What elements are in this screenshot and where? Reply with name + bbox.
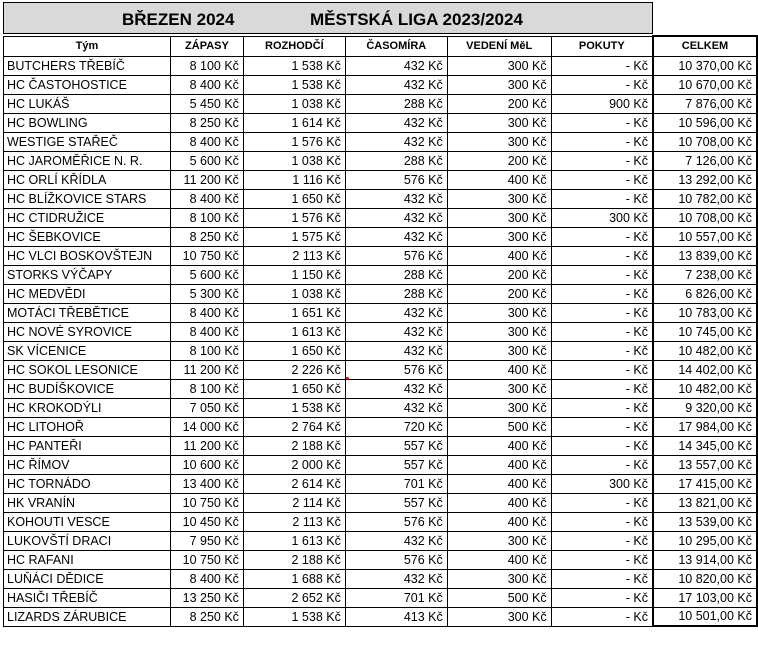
referees-cell: 1 650 Kč	[243, 379, 345, 398]
management-cell: 300 Kč	[447, 341, 551, 360]
management-cell: 400 Kč	[447, 474, 551, 493]
management-cell: 300 Kč	[447, 75, 551, 94]
fines-cell: - Kč	[551, 607, 653, 626]
matches-cell: 8 250 Kč	[170, 113, 243, 132]
col-header-fines: POKUTY	[551, 36, 653, 56]
referees-cell: 2 652 Kč	[243, 588, 345, 607]
timekeeping-cell: 432 Kč	[345, 227, 447, 246]
referees-cell: 2 114 Kč	[243, 493, 345, 512]
matches-cell: 8 400 Kč	[170, 569, 243, 588]
fines-cell: - Kč	[551, 303, 653, 322]
fines-cell: - Kč	[551, 322, 653, 341]
team-cell: HC VLCI BOSKOVŠTEJN	[4, 246, 171, 265]
total-cell: 10 482,00 Kč	[653, 341, 757, 360]
red-marker-dot	[346, 377, 349, 380]
matches-cell: 8 250 Kč	[170, 607, 243, 626]
league-title: MĚSTSKÁ LIGA 2023/2024	[310, 10, 523, 29]
team-cell: HC BLÍŽKOVICE STARS	[4, 189, 171, 208]
timekeeping-cell: 288 Kč	[345, 94, 447, 113]
col-header-timekeeping: ČASOMÍRA	[345, 36, 447, 56]
timekeeping-cell: 701 Kč	[345, 474, 447, 493]
management-cell: 300 Kč	[447, 189, 551, 208]
matches-cell: 13 250 Kč	[170, 588, 243, 607]
col-header-matches: ZÁPASY	[170, 36, 243, 56]
matches-cell: 8 100 Kč	[170, 379, 243, 398]
referees-cell: 1 576 Kč	[243, 208, 345, 227]
total-cell: 7 238,00 Kč	[653, 265, 757, 284]
team-cell: HASIČI TŘEBÍČ	[4, 588, 171, 607]
referees-cell: 1 613 Kč	[243, 531, 345, 550]
matches-cell: 7 950 Kč	[170, 531, 243, 550]
timekeeping-cell: 432 Kč	[345, 303, 447, 322]
referees-cell: 1 538 Kč	[243, 75, 345, 94]
table-row	[4, 246, 758, 265]
referees-cell: 1 038 Kč	[243, 151, 345, 170]
management-cell: 400 Kč	[447, 512, 551, 531]
matches-cell: 13 400 Kč	[170, 474, 243, 493]
referees-cell: 2 188 Kč	[243, 550, 345, 569]
timekeeping-cell: 701 Kč	[345, 588, 447, 607]
matches-cell: 10 750 Kč	[170, 246, 243, 265]
team-cell: LUKOVŠTÍ DRACI	[4, 531, 171, 550]
referees-cell: 2 000 Kč	[243, 455, 345, 474]
timekeeping-cell: 288 Kč	[345, 265, 447, 284]
total-cell: 13 557,00 Kč	[653, 455, 757, 474]
matches-cell: 8 400 Kč	[170, 189, 243, 208]
management-cell: 300 Kč	[447, 398, 551, 417]
team-cell: HC BOWLING	[4, 113, 171, 132]
team-cell: HC NOVÉ SYROVICE	[4, 322, 171, 341]
referees-cell: 1 650 Kč	[243, 189, 345, 208]
total-cell: 9 320,00 Kč	[653, 398, 757, 417]
team-cell: HC ČASTOHOSTICE	[4, 75, 171, 94]
timekeeping-cell: 432 Kč	[345, 113, 447, 132]
referees-cell: 1 038 Kč	[243, 284, 345, 303]
fines-cell: - Kč	[551, 227, 653, 246]
matches-cell: 8 250 Kč	[170, 227, 243, 246]
total-cell: 10 370,00 Kč	[653, 56, 757, 75]
team-cell: KOHOUTI VESCE	[4, 512, 171, 531]
matches-cell: 8 100 Kč	[170, 208, 243, 227]
referees-cell: 1 613 Kč	[243, 322, 345, 341]
management-cell: 300 Kč	[447, 227, 551, 246]
timekeeping-cell: 576 Kč	[345, 512, 447, 531]
timekeeping-cell: 720 Kč	[345, 417, 447, 436]
team-cell: SK VÍCENICE	[4, 341, 171, 360]
total-cell: 10 708,00 Kč	[653, 208, 757, 227]
matches-cell: 10 750 Kč	[170, 493, 243, 512]
table-row	[4, 322, 758, 341]
timekeeping-cell: 432 Kč	[345, 531, 447, 550]
referees-cell: 1 688 Kč	[243, 569, 345, 588]
table-row	[4, 531, 758, 550]
referees-cell: 1 651 Kč	[243, 303, 345, 322]
fines-cell: - Kč	[551, 493, 653, 512]
total-cell: 14 345,00 Kč	[653, 436, 757, 455]
matches-cell: 7 050 Kč	[170, 398, 243, 417]
matches-cell: 5 450 Kč	[170, 94, 243, 113]
table-row	[4, 227, 758, 246]
fines-cell: - Kč	[551, 531, 653, 550]
referees-cell: 1 538 Kč	[243, 56, 345, 75]
table-header-row	[4, 36, 758, 56]
team-cell: STORKS VÝČAPY	[4, 265, 171, 284]
timekeeping-cell: 432 Kč	[345, 569, 447, 588]
table-row	[4, 379, 758, 398]
management-cell: 300 Kč	[447, 132, 551, 151]
referees-cell: 1 575 Kč	[243, 227, 345, 246]
timekeeping-cell: 288 Kč	[345, 151, 447, 170]
matches-cell: 11 200 Kč	[170, 436, 243, 455]
matches-cell: 8 400 Kč	[170, 303, 243, 322]
management-cell: 400 Kč	[447, 436, 551, 455]
timekeeping-cell: 557 Kč	[345, 455, 447, 474]
table-row	[4, 75, 758, 94]
referees-cell: 2 188 Kč	[243, 436, 345, 455]
referees-cell: 1 576 Kč	[243, 132, 345, 151]
team-cell: HC MEDVĚDI	[4, 284, 171, 303]
timekeeping-cell: 432 Kč	[345, 398, 447, 417]
matches-cell: 5 300 Kč	[170, 284, 243, 303]
team-cell: HC BUDÍŠKOVICE	[4, 379, 171, 398]
timekeeping-cell: 432 Kč	[345, 189, 447, 208]
team-cell: HK VRANÍN	[4, 493, 171, 512]
team-cell: HC KROKODÝLI	[4, 398, 171, 417]
management-cell: 400 Kč	[447, 455, 551, 474]
table-row	[4, 550, 758, 569]
referees-cell: 1 116 Kč	[243, 170, 345, 189]
timekeeping-cell: 432 Kč	[345, 75, 447, 94]
matches-cell: 10 450 Kč	[170, 512, 243, 531]
fines-cell: 900 Kč	[551, 94, 653, 113]
team-cell: HC JAROMĚŘICE N. R.	[4, 151, 171, 170]
management-cell: 200 Kč	[447, 94, 551, 113]
table-row	[4, 474, 758, 493]
fines-cell: 300 Kč	[551, 474, 653, 493]
matches-cell: 8 100 Kč	[170, 341, 243, 360]
timekeeping-cell: 432 Kč	[345, 341, 447, 360]
matches-cell: 8 400 Kč	[170, 132, 243, 151]
table-row	[4, 398, 758, 417]
referees-cell: 1 650 Kč	[243, 341, 345, 360]
matches-cell: 14 000 Kč	[170, 417, 243, 436]
fines-cell: - Kč	[551, 436, 653, 455]
timekeeping-cell: 432 Kč	[345, 208, 447, 227]
matches-cell: 11 200 Kč	[170, 170, 243, 189]
team-cell: HC RAFANI	[4, 550, 171, 569]
fines-cell: - Kč	[551, 75, 653, 94]
timekeeping-cell: 576 Kč	[345, 360, 447, 379]
fines-cell: - Kč	[551, 113, 653, 132]
table-row	[4, 455, 758, 474]
management-cell: 400 Kč	[447, 360, 551, 379]
total-cell: 10 501,00 Kč	[653, 607, 757, 626]
management-cell: 400 Kč	[447, 493, 551, 512]
col-header-management: VEDENÍ MěL	[447, 36, 551, 56]
matches-cell: 8 400 Kč	[170, 322, 243, 341]
table-row	[4, 588, 758, 607]
referees-cell: 1 538 Kč	[243, 398, 345, 417]
fines-cell: - Kč	[551, 265, 653, 284]
management-cell: 500 Kč	[447, 588, 551, 607]
month-title: BŘEZEN 2024	[122, 10, 235, 29]
team-cell: HC LUKÁŠ	[4, 94, 171, 113]
table-row	[4, 607, 758, 626]
management-cell: 400 Kč	[447, 550, 551, 569]
referees-cell: 1 538 Kč	[243, 607, 345, 626]
total-cell: 7 876,00 Kč	[653, 94, 757, 113]
management-cell: 200 Kč	[447, 151, 551, 170]
management-cell: 300 Kč	[447, 379, 551, 398]
referees-cell: 2 614 Kč	[243, 474, 345, 493]
billing-table	[3, 35, 758, 627]
timekeeping-cell: 288 Kč	[345, 284, 447, 303]
team-cell: HC SOKOL LESONICE	[4, 360, 171, 379]
table-row	[4, 360, 758, 379]
team-cell: HC TORNÁDO	[4, 474, 171, 493]
management-cell: 300 Kč	[447, 303, 551, 322]
total-cell: 10 820,00 Kč	[653, 569, 757, 588]
total-cell: 7 126,00 Kč	[653, 151, 757, 170]
matches-cell: 5 600 Kč	[170, 265, 243, 284]
timekeeping-cell: 576 Kč	[345, 170, 447, 189]
team-cell: HC CTIDRUŽICE	[4, 208, 171, 227]
timekeeping-cell: 576 Kč	[345, 550, 447, 569]
col-header-team: Tým	[4, 36, 171, 56]
timekeeping-cell: 432 Kč	[345, 322, 447, 341]
team-cell: HC LITOHOŘ	[4, 417, 171, 436]
matches-cell: 10 750 Kč	[170, 550, 243, 569]
timekeeping-cell: 576 Kč	[345, 246, 447, 265]
total-cell: 13 821,00 Kč	[653, 493, 757, 512]
fines-cell: - Kč	[551, 284, 653, 303]
table-row	[4, 132, 758, 151]
team-cell: HC ŠEBKOVICE	[4, 227, 171, 246]
fines-cell: - Kč	[551, 56, 653, 75]
table-row	[4, 208, 758, 227]
fines-cell: - Kč	[551, 417, 653, 436]
table-row	[4, 113, 758, 132]
total-cell: 13 914,00 Kč	[653, 550, 757, 569]
timekeeping-cell: 413 Kč	[345, 607, 447, 626]
total-cell: 10 482,00 Kč	[653, 379, 757, 398]
table-row	[4, 151, 758, 170]
timekeeping-cell: 432 Kč	[345, 379, 447, 398]
total-cell: 10 745,00 Kč	[653, 322, 757, 341]
table-row	[4, 265, 758, 284]
management-cell: 200 Kč	[447, 284, 551, 303]
management-cell: 500 Kč	[447, 417, 551, 436]
team-cell: HC ŘÍMOV	[4, 455, 171, 474]
referees-cell: 1 614 Kč	[243, 113, 345, 132]
management-cell: 300 Kč	[447, 113, 551, 132]
total-cell: 6 826,00 Kč	[653, 284, 757, 303]
management-cell: 400 Kč	[447, 246, 551, 265]
referees-cell: 2 764 Kč	[243, 417, 345, 436]
team-cell: HC ORLÍ KŘÍDLA	[4, 170, 171, 189]
fines-cell: - Kč	[551, 151, 653, 170]
management-cell: 300 Kč	[447, 569, 551, 588]
referees-cell: 1 038 Kč	[243, 94, 345, 113]
fines-cell: - Kč	[551, 170, 653, 189]
total-cell: 17 984,00 Kč	[653, 417, 757, 436]
referees-cell: 2 113 Kč	[243, 246, 345, 265]
total-cell: 10 670,00 Kč	[653, 75, 757, 94]
fines-cell: - Kč	[551, 588, 653, 607]
total-cell: 10 596,00 Kč	[653, 113, 757, 132]
fines-cell: 300 Kč	[551, 208, 653, 227]
team-cell: MOTÁCI TŘEBĚTICE	[4, 303, 171, 322]
table-row	[4, 512, 758, 531]
management-cell: 300 Kč	[447, 56, 551, 75]
fines-cell: - Kč	[551, 455, 653, 474]
team-cell: HC PANTEŘI	[4, 436, 171, 455]
table-row	[4, 569, 758, 588]
timekeeping-cell: 432 Kč	[345, 132, 447, 151]
team-cell: WESTIGE STAŘEČ	[4, 132, 171, 151]
fines-cell: - Kč	[551, 246, 653, 265]
table-row	[4, 493, 758, 512]
total-cell: 10 783,00 Kč	[653, 303, 757, 322]
col-header-total: CELKEM	[653, 36, 757, 56]
matches-cell: 5 600 Kč	[170, 151, 243, 170]
col-header-referees: ROZHODČÍ	[243, 36, 345, 56]
fines-cell: - Kč	[551, 341, 653, 360]
timekeeping-cell: 557 Kč	[345, 436, 447, 455]
table-row	[4, 341, 758, 360]
table-row	[4, 189, 758, 208]
fines-cell: - Kč	[551, 512, 653, 531]
management-cell: 300 Kč	[447, 531, 551, 550]
fines-cell: - Kč	[551, 360, 653, 379]
fines-cell: - Kč	[551, 189, 653, 208]
management-cell: 400 Kč	[447, 170, 551, 189]
team-cell: LIZARDS ZÁRUBICE	[4, 607, 171, 626]
team-cell: BUTCHERS TŘEBÍČ	[4, 56, 171, 75]
management-cell: 200 Kč	[447, 265, 551, 284]
table-row	[4, 303, 758, 322]
fines-cell: - Kč	[551, 132, 653, 151]
table-row	[4, 417, 758, 436]
title-bar	[3, 2, 653, 34]
table-row	[4, 56, 758, 75]
matches-cell: 11 200 Kč	[170, 360, 243, 379]
total-cell: 10 708,00 Kč	[653, 132, 757, 151]
table-row	[4, 436, 758, 455]
total-cell: 13 292,00 Kč	[653, 170, 757, 189]
total-cell: 13 839,00 Kč	[653, 246, 757, 265]
total-cell: 17 103,00 Kč	[653, 588, 757, 607]
team-cell: LUŇÁCI DĚDICE	[4, 569, 171, 588]
total-cell: 10 557,00 Kč	[653, 227, 757, 246]
fines-cell: - Kč	[551, 569, 653, 588]
table-row	[4, 284, 758, 303]
total-cell: 13 539,00 Kč	[653, 512, 757, 531]
total-cell: 17 415,00 Kč	[653, 474, 757, 493]
referees-cell: 2 113 Kč	[243, 512, 345, 531]
total-cell: 10 295,00 Kč	[653, 531, 757, 550]
timekeeping-cell: 557 Kč	[345, 493, 447, 512]
management-cell: 300 Kč	[447, 322, 551, 341]
timekeeping-cell: 432 Kč	[345, 56, 447, 75]
total-cell: 10 782,00 Kč	[653, 189, 757, 208]
referees-cell: 2 226 Kč	[243, 360, 345, 379]
total-cell: 14 402,00 Kč	[653, 360, 757, 379]
referees-cell: 1 150 Kč	[243, 265, 345, 284]
matches-cell: 8 100 Kč	[170, 56, 243, 75]
management-cell: 300 Kč	[447, 607, 551, 626]
table-row	[4, 170, 758, 189]
matches-cell: 8 400 Kč	[170, 75, 243, 94]
matches-cell: 10 600 Kč	[170, 455, 243, 474]
fines-cell: - Kč	[551, 379, 653, 398]
fines-cell: - Kč	[551, 398, 653, 417]
table-row	[4, 94, 758, 113]
fines-cell: - Kč	[551, 550, 653, 569]
management-cell: 300 Kč	[447, 208, 551, 227]
